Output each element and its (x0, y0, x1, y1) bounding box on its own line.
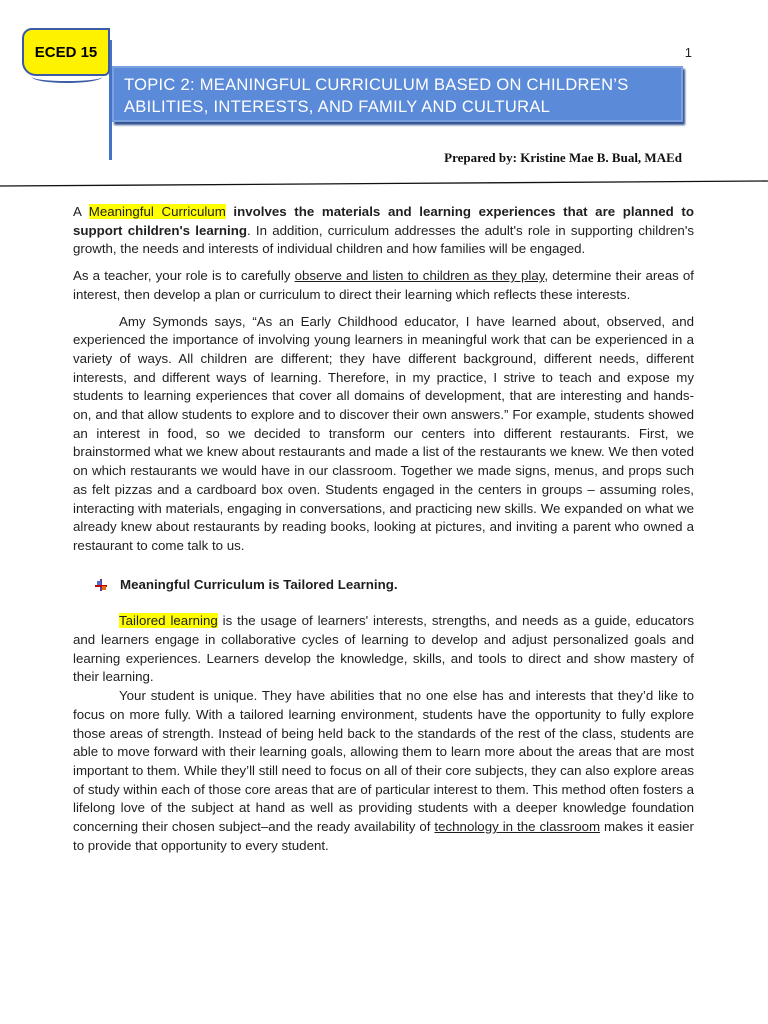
topic-title: TOPIC 2: MEANINGFUL CURRICULUM BASED ON CHILDREN’S ABILITIES, INTERESTS, AND FAMILY AND CULTURAL (124, 76, 629, 116)
paragraph-unique-student: Your student is unique. They have abilities that no one else has and interests that they’d like to focus on more fully. With a tailored learning environment, students have the opportunity to fully explore those areas of strength. Instead of being held back to the standards of the rest of the class, students are able to move forward with their learning goals, allowing them to learn more about the areas that are most important to them. While they’ll still need to focus on all of their core subjects, they can also explore areas of study within each of those core areas that are of particular interest to them. This method often fosters a lifelong love of the subject at hand as well as providing students with a deeper knowledge foundation concerning their chosen subject–and the ready availability of technology in the classroom makes it easier to provide that opportunity to every student. (73, 688, 694, 853)
paragraph-tailored-learning: Tailored learning is the usage of learners' interests, strengths, and needs as a guide, educators and learners engage in collaborative cycles of learning to develop and adjust personalized goals and learning experiences. Learners develop the knowledge, skills, and tools to direct and show mastery of their learning. (73, 613, 694, 685)
underlined-observe: observe and listen to children as they play (294, 268, 545, 284)
bullet-heading (95, 576, 694, 595)
paragraph-teacher-role: As a teacher, your role is to carefully observe and listen to children as they play, determine their areas of interest, then develop a plan or curriculum to direct their learning which reflects these interests. (73, 268, 694, 302)
page-number: 1 (684, 45, 692, 60)
paragraph-intro: A Meaningful Curriculum involves the materials and learning experiences that are planned to support children's learning. In addition, curriculum addresses the adult's role in supporting children's growth, the needs and interests of individual children and how families will be engaged. (73, 204, 695, 257)
course-code-flag (22, 28, 110, 76)
highlight-tailored-learning: Tailored learning (119, 613, 218, 629)
bullet-icon (95, 579, 107, 591)
highlight-meaningful-curriculum: Meaningful Curriculum (88, 204, 226, 219)
course-code: ECED 15 (34, 43, 98, 61)
paragraph-amy-symonds: Amy Symonds says, “As an Early Childhood educator, I have learned about, observed, and experienced the importance of involving young learners in meaningful work that can be experienced in a variety of ways. All children are different; they have different background, different needs, different interests, and different ways of learning. Therefore, in my practice, I strive to teach and expose my students to learning experiences that cover all domains of development, that are interesting and hands-on, and that allow students to explore and to discover their own answers.” For example, students showed an interest in food, so we decided to transform our centers into different restaurants. First, we brainstormed what we knew about restaurants and made a list of the restaurants we knew. We then voted on which restaurants we would have in our classroom. Together we made signs, menus, and props such as felt pizzas and a cardboard box oven. Students engaged in the centers in groups – assuming roles, interacting with materials, engaging in conversations, and practicing new skills. We expanded on what we already knew about restaurants by reading books, looking at pictures, and inviting a parent who owned a restaurant to come talk to us. (73, 313, 694, 553)
prepared-by: Prepared by: Kristine Mae B. Bual, MAEd (444, 150, 682, 165)
underlined-technology: technology in the classroom (434, 819, 601, 835)
header-divider (0, 180, 768, 190)
bullet-heading-text: Meaningful Curriculum is Tailored Learning. (120, 576, 398, 592)
document-body (73, 203, 694, 864)
topic-title-box (112, 66, 683, 122)
